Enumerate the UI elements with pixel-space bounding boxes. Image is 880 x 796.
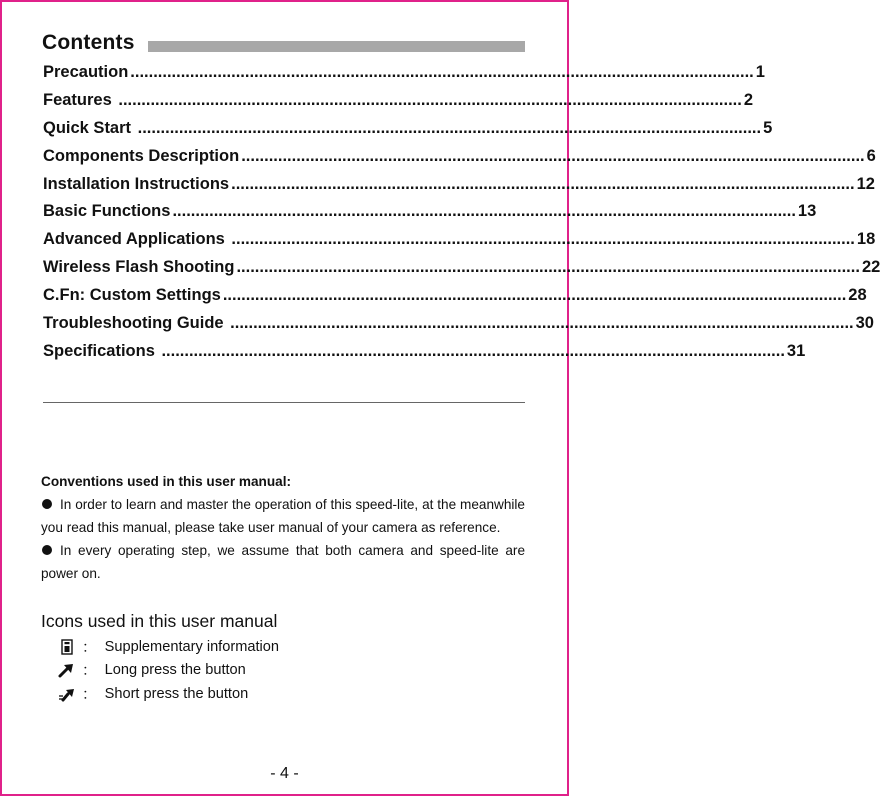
toc-entry-troubleshooting-guide[interactable] bbox=[43, 314, 874, 342]
toc-entry-quick-start[interactable] bbox=[43, 118, 773, 147]
legend-colon: ： bbox=[82, 640, 97, 656]
toc-entry-advanced-applications[interactable] bbox=[43, 230, 876, 258]
toc-entry-wireless-flash-shooting[interactable] bbox=[43, 258, 880, 286]
toc-leader-dots: ........................................................................................................................................ bbox=[156, 341, 785, 360]
toc-entry-label: Specifications bbox=[43, 341, 155, 360]
contents-heading: Contents bbox=[42, 31, 135, 54]
heading-rule bbox=[148, 41, 525, 52]
conventions-section bbox=[41, 470, 525, 585]
toc-leader-dots: ........................................................................................................................................ bbox=[241, 146, 865, 165]
toc-entry-page: 6 bbox=[866, 146, 876, 165]
icon-legend-item bbox=[56, 636, 279, 657]
toc-entry-label: Advanced Applications bbox=[43, 230, 225, 249]
bullet-dot-icon bbox=[42, 499, 52, 509]
short-press-icon bbox=[56, 685, 78, 703]
toc-entry-basic-functions[interactable] bbox=[43, 202, 817, 230]
toc-leader-dots: ........................................................................................................................................ bbox=[222, 286, 847, 305]
legend-text: Long press the button bbox=[104, 661, 246, 678]
page-number: - 4 - bbox=[270, 765, 299, 782]
convention-item bbox=[41, 539, 525, 585]
toc-entry-page: 12 bbox=[856, 174, 875, 193]
toc-entry-label: Precaution bbox=[43, 63, 129, 81]
toc-entry-specifications[interactable] bbox=[43, 341, 806, 370]
icons-heading: Icons used in this user manual bbox=[41, 611, 278, 631]
toc-leader-dots: ........................................................................................................................................ bbox=[133, 118, 762, 137]
toc-entry-label: Components Description bbox=[43, 146, 240, 165]
note-icon bbox=[56, 638, 78, 656]
legend-text: Short press the button bbox=[104, 685, 249, 702]
conventions-heading: Conventions used in this user manual: bbox=[41, 474, 292, 489]
toc-entry-page: 1 bbox=[755, 63, 765, 81]
toc-entry-page: 28 bbox=[848, 286, 867, 305]
icon-legend-item bbox=[56, 683, 248, 704]
toc-entry-page: 22 bbox=[861, 258, 880, 277]
bullet-dot-icon bbox=[42, 545, 52, 555]
section-divider bbox=[43, 402, 525, 403]
toc-entry-label: Features bbox=[43, 90, 112, 109]
toc-entry-page: 31 bbox=[786, 341, 806, 360]
toc-leader-dots: ........................................................................................................................................ bbox=[225, 314, 854, 333]
toc-entry-label: Installation Instructions bbox=[43, 174, 230, 193]
toc-entry-page: 30 bbox=[855, 314, 874, 333]
toc-entry-label: Troubleshooting Guide bbox=[43, 314, 224, 333]
toc-leader-dots: ........................................................................................................................................ bbox=[172, 202, 796, 221]
convention-text: In every operating step, we assume that both camera and speed-lite are power on. bbox=[41, 543, 525, 581]
convention-text: In order to learn and master the operation of this speed-lite, at the meanwhile you read this manual, please take user manual of your camera as reference. bbox=[41, 497, 525, 535]
long-press-icon bbox=[56, 661, 78, 679]
table-of-contents bbox=[43, 63, 880, 370]
icon-legend-item bbox=[56, 659, 246, 680]
toc-entry-page: 13 bbox=[797, 202, 817, 221]
toc-entry-installation-instructions[interactable] bbox=[43, 174, 875, 203]
toc-entry-label: Wireless Flash Shooting bbox=[43, 258, 235, 277]
toc-entry-label: Basic Functions bbox=[43, 202, 171, 221]
toc-entry-precaution[interactable] bbox=[43, 63, 765, 91]
toc-entry-components-description[interactable] bbox=[43, 146, 876, 175]
toc-entry-page: 2 bbox=[743, 90, 754, 109]
toc-entry-custom-settings[interactable] bbox=[43, 286, 867, 314]
toc-entry-features[interactable] bbox=[43, 90, 754, 119]
toc-entry-page: 5 bbox=[763, 118, 773, 137]
toc-leader-dots: ........................................................................................................................................ bbox=[231, 174, 855, 193]
convention-item bbox=[41, 493, 525, 539]
toc-leader-dots: ........................................................................................................................................ bbox=[113, 90, 742, 109]
toc-leader-dots: ........................................................................................................................................ bbox=[236, 258, 860, 277]
legend-text: Supplementary information bbox=[104, 638, 280, 655]
toc-entry-label: Quick Start bbox=[43, 118, 132, 137]
toc-entry-page: 18 bbox=[856, 230, 876, 249]
legend-colon: ： bbox=[82, 687, 97, 703]
legend-colon: ： bbox=[82, 663, 97, 679]
toc-entry-label: C.Fn: Custom Settings bbox=[43, 286, 221, 305]
toc-leader-dots: ........................................................................................................................................ bbox=[226, 230, 855, 249]
toc-leader-dots: ........................................................................................................................................ bbox=[130, 63, 754, 81]
